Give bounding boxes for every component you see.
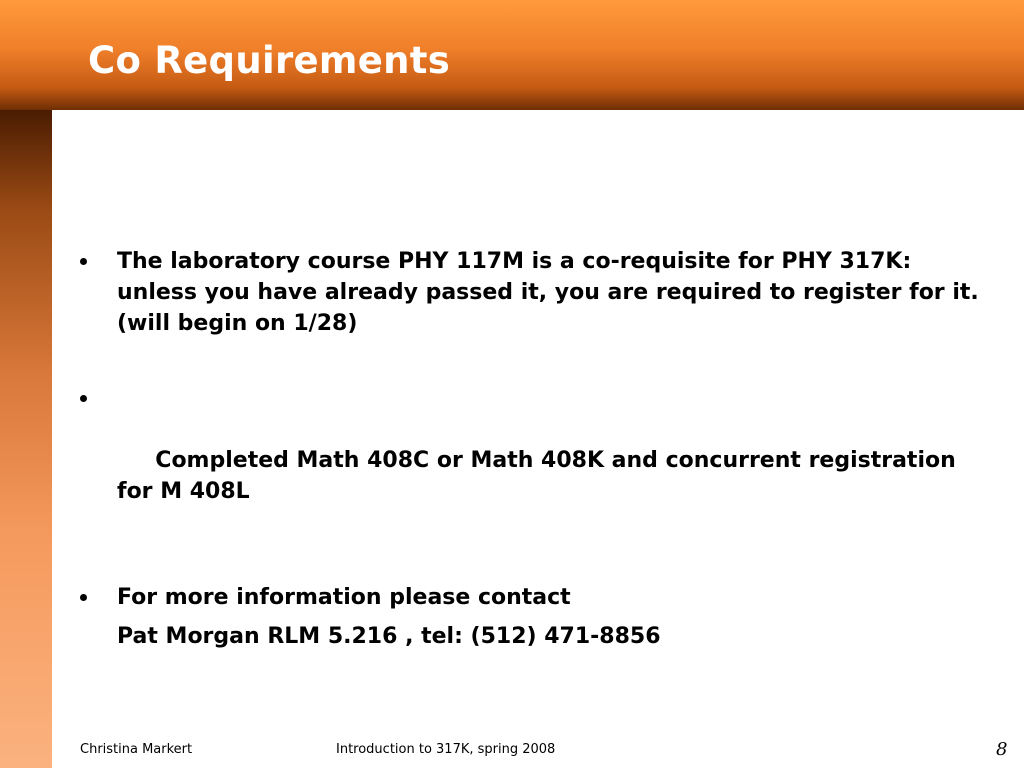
bullet-text: Completed Math 408C or Math 408K and concurrent registration for M 408L (117, 448, 964, 504)
bullet-dot-icon (80, 258, 87, 265)
page-number: 8 (996, 739, 1008, 760)
footer-author: Christina Markert (80, 742, 193, 757)
bullet-item-lab-course (80, 246, 980, 339)
bullet-dot-icon (80, 395, 87, 402)
bullet-item-math (80, 383, 980, 538)
slide-title: Co Requirements (88, 39, 451, 82)
contact-details: Pat Morgan RLM 5.216 , tel: (512) 471-8856 (117, 624, 661, 649)
footer-course: Introduction to 317K, spring 2008 (336, 742, 556, 757)
bullet-dot-icon (80, 594, 87, 601)
left-decorative-strip (0, 110, 52, 768)
slide-content (80, 246, 980, 652)
bullet-text: For more information please contact (117, 585, 571, 610)
bullet-item-contact (80, 582, 980, 652)
bullet-text: The laboratory course PHY 117M is a co-requisite for PHY 317K: unless you have already passed it, you are required to register for it. (will begin on 1/28) (117, 249, 979, 336)
